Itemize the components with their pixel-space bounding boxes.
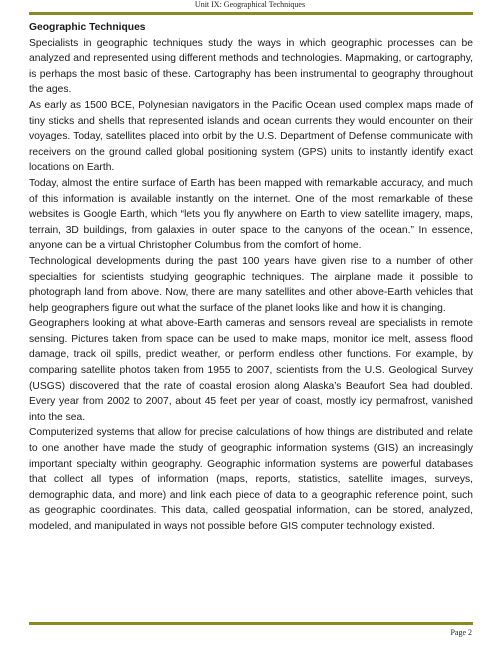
paragraph-2: As early as 1500 BCE, Polynesian navigators in the Pacific Ocean used complex maps made of tiny sticks and shells that represented islands and ocean currents they would encounter on their voyages. Today, satellites placed into orbit by the U.S. Department of Defense communicate with receivers on the ground called global positioning system (GPS) units to instantly identify exact locations on Earth. (29, 99, 473, 174)
paragraph-3: Today, almost the entire surface of Earth has been mapped with remarkable accuracy, and much of this information is available instantly on the internet. One of the most remarkable of these websites is Google Earth, which “lets you fly anywhere on Earth to view satellite imagery, maps, terrain, 3D buildings, from galaxies in outer space to the canyons of the ocean.” In essence, anyone can be a virtual Christopher Columbus from the comfort of home. (29, 177, 473, 252)
running-header: Unit IX: Geographical Techniques (194, 0, 306, 9)
header-rule (29, 12, 473, 15)
paragraph-5: Geographers looking at what above-Earth cameras and sensors reveal are specialists in remote sensing. Pictures taken from space can be used to make maps, monitor ice melt, assess flood damage, track oil spills, predict weather, or perform endless other functions. For example, by comparing satellite photos taken from 1955 to 2007, scientists from the U.S. Geological Survey (USGS) discovered that the rate of coastal erosion along Alaska’s Beaufort Sea had doubled. Every year from 2002 to 2007, about 45 feet per year of coast, mostly icy permafrost, vanished into the sea. (29, 318, 473, 423)
section-title: Geographic Techniques (29, 22, 146, 33)
paragraph-6: Computerized systems that allow for precise calculations of how things are distributed and relate to one another have made the study of geographic information systems (GIS) an increasingly important specialty within geography. Geographic information systems are powerful databases that collect all types of information (maps, reports, statistics, satellite images, surveys, demographic data, and more) and link each piece of data to a geographic reference point, such as geographic coordinates. This data, called geospatial information, can be stored, analyzed, modeled, and manipulated in ways not possible before GIS computer technology existed. (29, 427, 473, 532)
document-body (29, 20, 473, 535)
footer-rule (29, 622, 473, 625)
paragraph-1: Specialists in geographic techniques study the ways in which geographic processes can be analyzed and represented using different methods and technologies. Mapmaking, or cartography, is perhaps the most basic of these. Cartography has been instrumental to geography throughout the ages. (29, 37, 473, 96)
page-number: Page 2 (450, 628, 472, 637)
paragraph-4: Technological developments during the past 100 years have given rise to a number of other specialties for scientists studying geographic techniques. The airplane made it possible to photograph land from above. Now, there are many satellites and other above-Earth vehicles that help geographers figure out what the surface of the planet looks like and how it is changing. (29, 255, 473, 314)
